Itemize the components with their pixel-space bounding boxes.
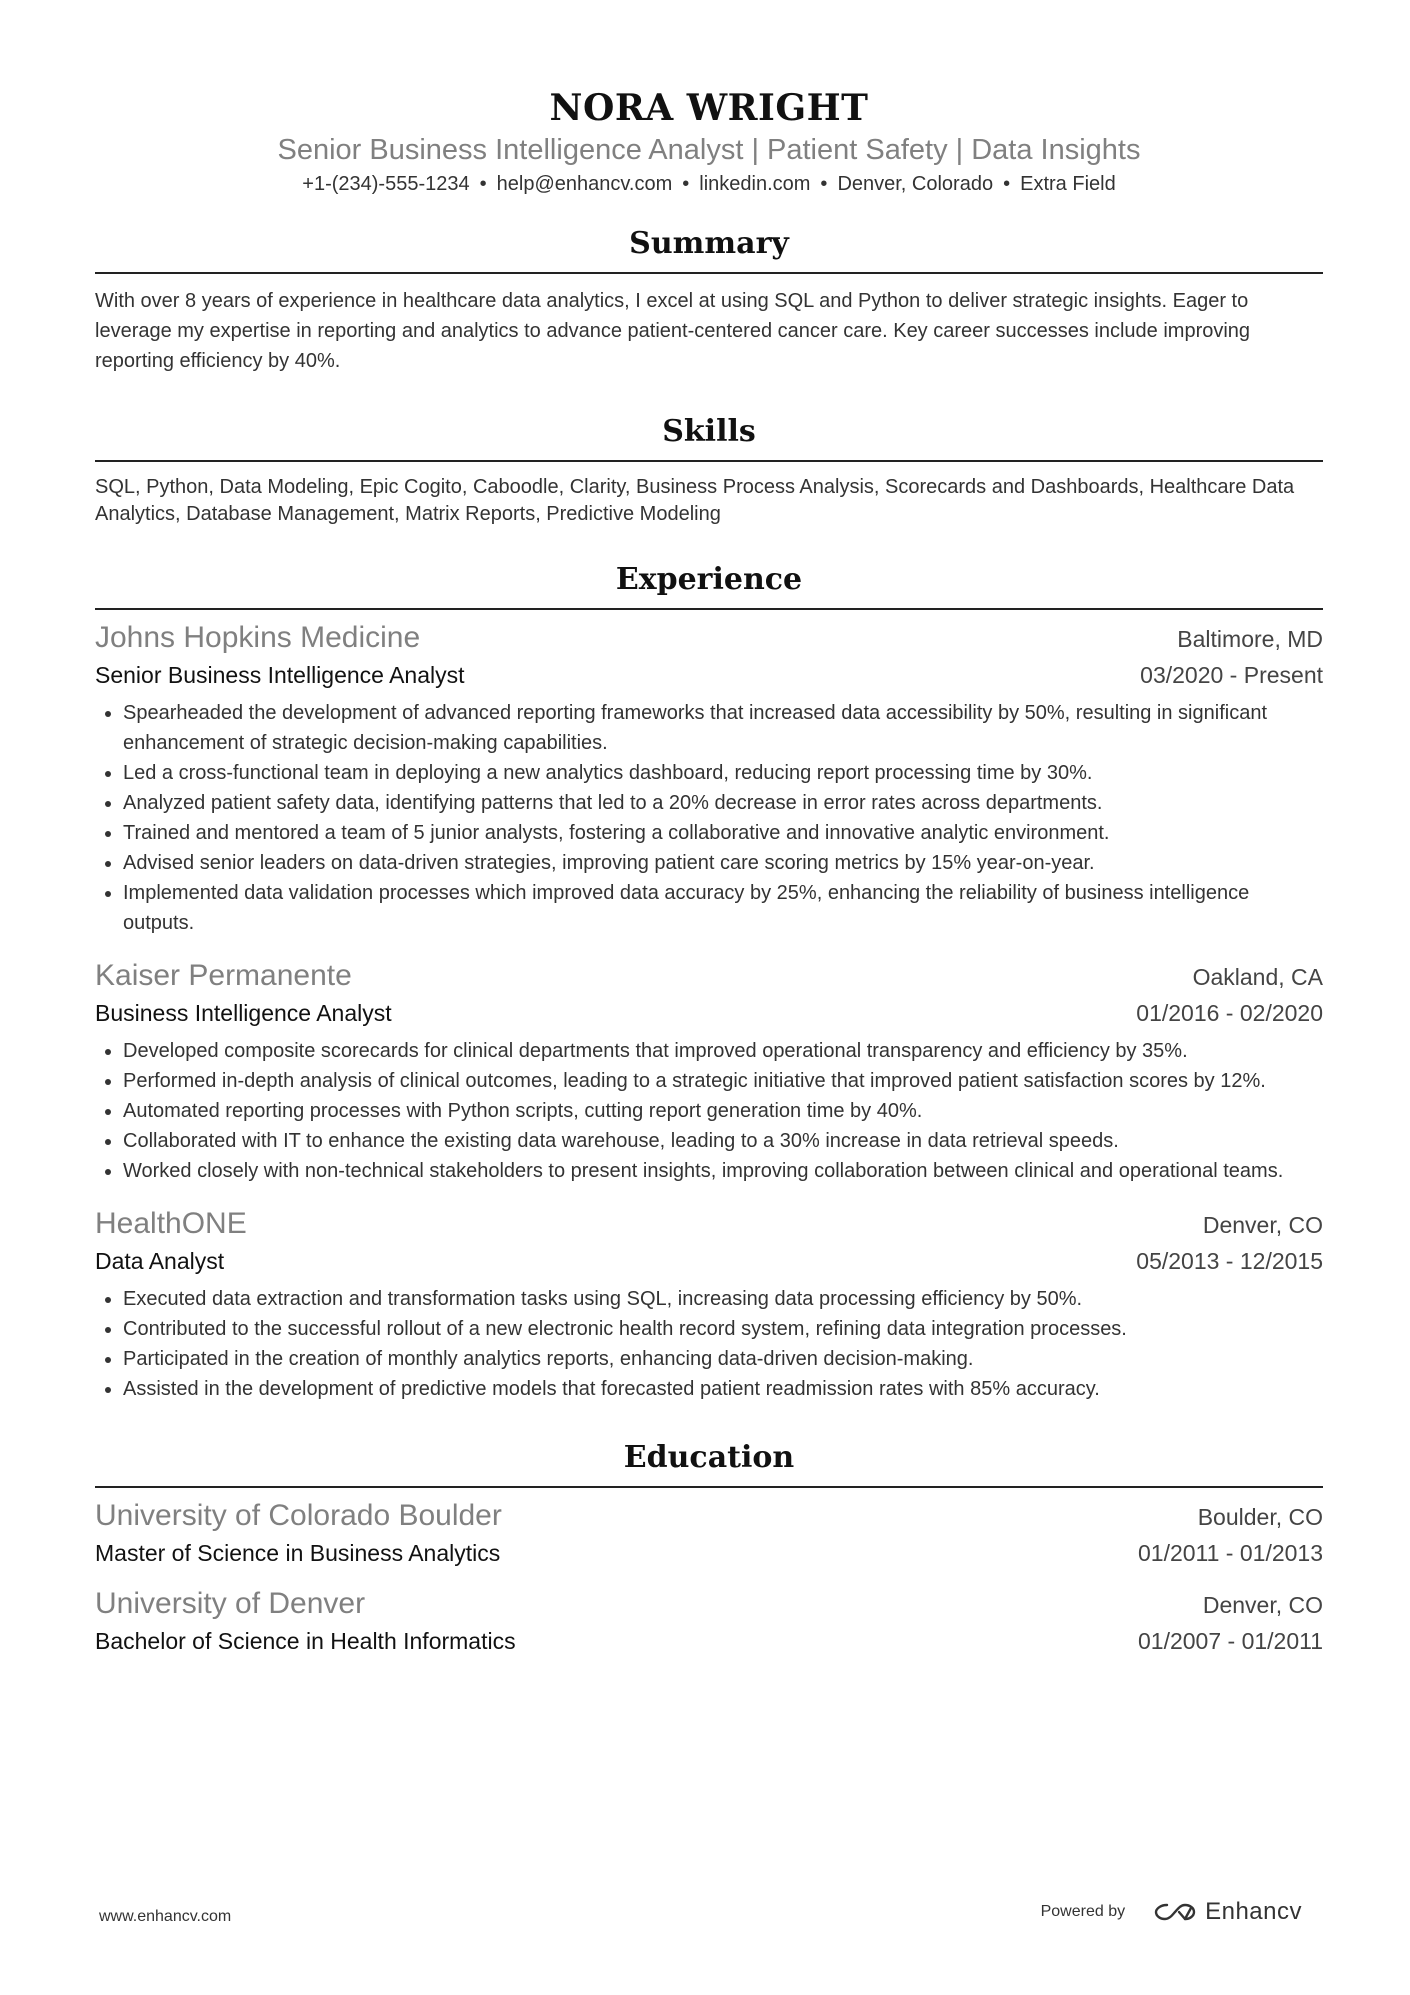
degree-row <box>95 1536 1323 1570</box>
bullet-item: • Collaborated with IT to enhance the existing data warehouse, leading to a 30% increase in data retrieval speeds. <box>123 1126 1323 1156</box>
job-bullets <box>95 1284 1323 1404</box>
job-dates: 01/2016 - 02/2020 <box>1136 1000 1323 1026</box>
job-location: Oakland, CA <box>1192 964 1323 990</box>
education-section <box>95 1438 1323 1658</box>
bullet-item: • Implemented data validation processes which improved data accuracy by 25%, enhancing the reliability of business intelligence outputs. <box>123 878 1323 938</box>
school-location: Denver, CO <box>1202 1592 1323 1618</box>
job-company: Johns Hopkins Medicine <box>95 621 421 654</box>
school-header-row <box>95 1496 1323 1536</box>
contact-line <box>95 170 1323 198</box>
job-role-row <box>95 996 1323 1030</box>
resume-header <box>95 0 1323 198</box>
school-header-row <box>95 1584 1323 1624</box>
contact-phone: +1-(234)-555-1234 <box>302 173 470 195</box>
enhancv-logo-icon <box>1153 1900 1197 1924</box>
job-location: Baltimore, MD <box>1177 626 1323 652</box>
job-entry <box>95 1204 1323 1404</box>
contact-separator: • <box>682 173 690 195</box>
school-location: Boulder, CO <box>1197 1504 1323 1530</box>
contact-location: Denver, Colorado <box>837 173 994 195</box>
school-name: University of Denver <box>95 1587 366 1620</box>
contact-separator: • <box>479 173 487 195</box>
job-header-row <box>95 1204 1323 1244</box>
job-entry <box>95 618 1323 938</box>
job-location: Denver, CO <box>1202 1212 1323 1238</box>
bullet-item: • Advised senior leaders on data-driven strategies, improving patient care scoring metrics by 15% year-on-year. <box>123 848 1323 878</box>
contact-separator: • <box>820 173 828 195</box>
bullet-item: • Performed in-depth analysis of clinical outcomes, leading to a strategic initiative that improved patient satisfaction scores by 12%. <box>123 1066 1323 1096</box>
skills-section <box>95 412 1323 528</box>
section-title-skills: Skills <box>95 412 1323 462</box>
job-dates: 05/2013 - 12/2015 <box>1136 1248 1323 1274</box>
resume-page <box>95 0 1323 1658</box>
education-entry <box>95 1584 1323 1658</box>
degree-name: Bachelor of Science in Health Informatics <box>95 1628 516 1654</box>
summary-section <box>95 224 1323 376</box>
job-company: Kaiser Permanente <box>95 959 352 992</box>
degree-row <box>95 1624 1323 1658</box>
bullet-item: • Assisted in the development of predictive models that forecasted patient readmission rates with 85% accuracy. <box>123 1374 1323 1404</box>
footer-powered-by <box>1041 1898 1302 1926</box>
bullet-item: • Led a cross-functional team in deploying a new analytics dashboard, reducing report processing time by 30%. <box>123 758 1323 788</box>
bullet-item: • Analyzed patient safety data, identifying patterns that led to a 20% decrease in error rates across departments. <box>123 788 1323 818</box>
degree-dates: 01/2011 - 01/2013 <box>1137 1540 1323 1566</box>
powered-by-label: Powered by <box>1040 1903 1126 1920</box>
job-title: Business Intelligence Analyst <box>95 1000 392 1026</box>
candidate-name: NORA WRIGHT <box>549 87 869 129</box>
bullet-item: • Executed data extraction and transformation tasks using SQL, increasing data processing efficiency by 50%. <box>123 1284 1323 1314</box>
section-title-summary: Summary <box>95 224 1323 274</box>
job-bullets <box>95 698 1323 938</box>
job-bullets <box>95 1036 1323 1186</box>
contact-linkedin: linkedin.com <box>699 173 811 195</box>
job-dates: 03/2020 - Present <box>1140 662 1323 688</box>
bullet-item: • Worked closely with non-technical stakeholders to present insights, improving collaboration between clinical and operational teams. <box>123 1156 1323 1186</box>
degree-dates: 01/2007 - 01/2011 <box>1137 1628 1323 1654</box>
bullet-item: • Developed composite scorecards for clinical departments that improved operational transparency and efficiency by 35%. <box>123 1036 1323 1066</box>
bullet-item: • Trained and mentored a team of 5 junior analysts, fostering a collaborative and innovative analytic environment. <box>123 818 1323 848</box>
job-company: HealthONE <box>95 1207 247 1240</box>
enhancv-logo[interactable] <box>1153 1898 1302 1926</box>
degree-name: Master of Science in Business Analytics <box>95 1540 501 1566</box>
contact-email: help@enhancv.com <box>496 173 673 195</box>
bullet-item: • Contributed to the successful rollout of a new electronic health record system, refining data integration processes. <box>123 1314 1323 1344</box>
job-role-row <box>95 1244 1323 1278</box>
summary-text: With over 8 years of experience in healthcare data analytics, I excel at using SQL and Python to deliver strategic insights. Eager to leverage my expertise in reporting and analytics to advance patient-centered cancer care. Key career successes include improving reporting efficiency by 40%. <box>95 290 1251 372</box>
experience-section <box>95 560 1323 1404</box>
job-entry <box>95 956 1323 1186</box>
footer-website[interactable]: www.enhancv.com <box>99 1908 232 1925</box>
job-title: Senior Business Intelligence Analyst <box>95 662 465 688</box>
bullet-item: • Spearheaded the development of advanced reporting frameworks that increased data accessibility by 50%, resulting in significant enhancement of strategic decision-making capabilities. <box>123 698 1323 758</box>
skills-text: SQL, Python, Data Modeling, Epic Cogito, Caboodle, Clarity, Business Process Analysis, Scorecards and Dashboards, Healthcare Data Analytics, Database Management, Matrix Reports, Predictive Modeling <box>95 476 1295 525</box>
job-header-row <box>95 956 1323 996</box>
contact-extra: Extra Field <box>1020 173 1116 195</box>
section-title-education: Education <box>95 1438 1323 1488</box>
job-header-row <box>95 618 1323 658</box>
contact-separator: • <box>1003 173 1011 195</box>
bullet-item: • Participated in the creation of monthly analytics reports, enhancing data-driven decision-making. <box>123 1344 1323 1374</box>
education-entry <box>95 1496 1323 1570</box>
brand-name: Enhancv <box>1205 1898 1302 1925</box>
job-title: Data Analyst <box>95 1248 225 1274</box>
school-name: University of Colorado Boulder <box>95 1499 502 1532</box>
candidate-headline: Senior Business Intelligence Analyst | Patient Safety | Data Insights <box>277 134 1141 166</box>
bullet-item: • Automated reporting processes with Python scripts, cutting report generation time by 40%. <box>123 1096 1323 1126</box>
job-role-row <box>95 658 1323 692</box>
section-title-experience: Experience <box>95 560 1323 610</box>
